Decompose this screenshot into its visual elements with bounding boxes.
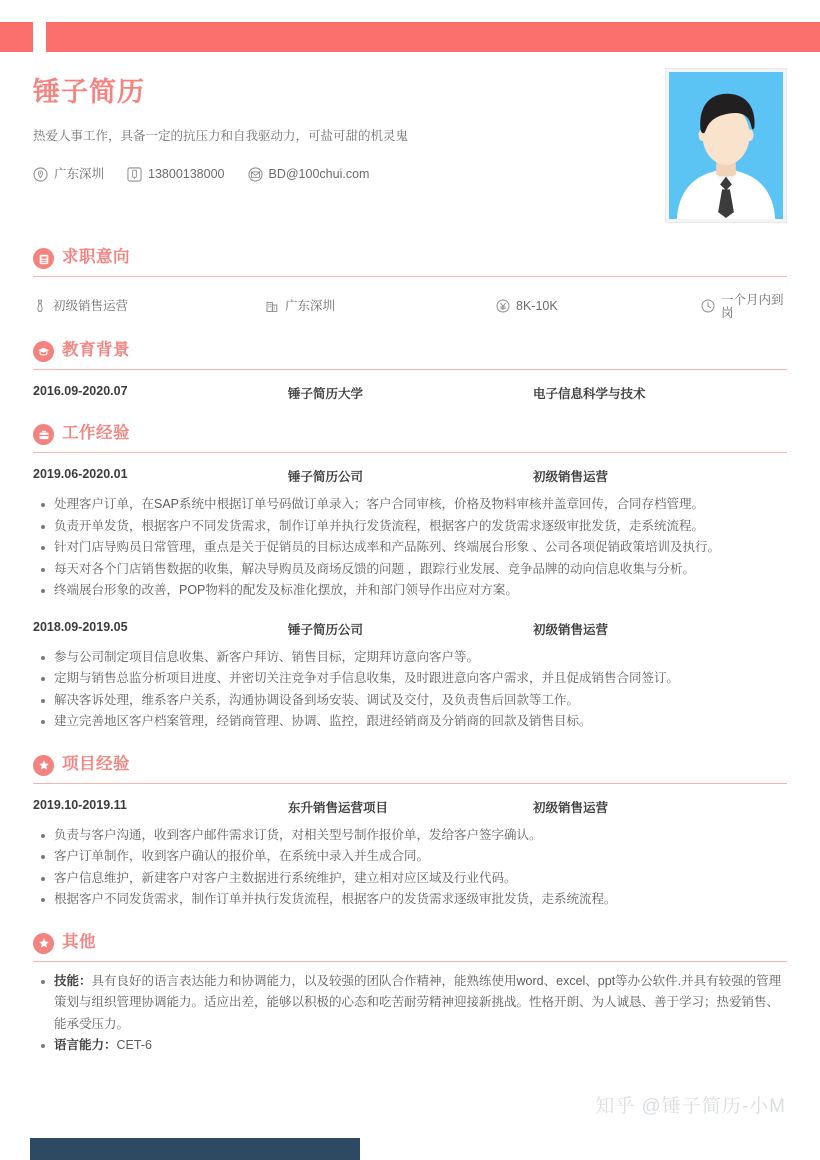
- building-icon: [265, 299, 279, 313]
- necktie-icon: [33, 299, 47, 313]
- intention-salary: [496, 293, 701, 319]
- contact-phone-value: 13800138000: [148, 167, 225, 182]
- other-item-label: 技能：: [54, 973, 92, 988]
- project-name: 东升销售运营项目: [288, 800, 389, 815]
- section-header-other: [33, 933, 787, 954]
- work-entry-row: [33, 620, 787, 638]
- intention-position-value: 初级销售运营: [53, 299, 129, 314]
- list-item: 根据客户不同发货需求，制作订单并执行发货流程，根据客户的发货需求逐级审批发货，走系统流程。: [33, 889, 787, 911]
- section-divider: [33, 783, 787, 784]
- intention-availability: [701, 293, 787, 319]
- section-title-job-intention: 求职意向: [62, 248, 130, 267]
- clock-icon: [701, 299, 715, 313]
- work-period: 2019.06-2020.01: [33, 467, 128, 481]
- section-work-experience: [33, 424, 787, 733]
- section-title-work-experience: 工作经验: [62, 424, 130, 443]
- list-item: 解决客诉处理，维系客户关系，沟通协调设备到场安装、调试及交付，及负责售后回款等工作。: [33, 690, 787, 712]
- work-entry-row: [33, 467, 787, 485]
- list-item: 针对门店导购员日常管理，重点是关于促销员的目标达成率和产品陈列、终端展台形象 、公司各项促销政策培训及执行。: [33, 537, 787, 559]
- section-divider: [33, 452, 787, 453]
- work-company: 锤子简历公司: [288, 622, 364, 637]
- list-item: [33, 971, 787, 1036]
- avatar: [665, 68, 787, 223]
- other-item-text: 具有良好的语言表达能力和协调能力，以及较强的团队合作精神，能熟练使用word、excel、ppt等办公软件.并具有较强的管理策划与组织管理协调能力。适应出差，能够以积极的心态和吃苦耐劳精神迎接新挑战。性格开朗、为人诚恳、善于学习；热爱销售、能承受压力。: [54, 973, 782, 1031]
- section-divider: [33, 961, 787, 962]
- toolbox-badge-icon: [33, 424, 54, 445]
- work-bullet-list: [33, 647, 787, 733]
- work-role: 初级销售运营: [533, 470, 609, 484]
- other-item-label: 语言能力：: [54, 1038, 117, 1052]
- list-item: 客户订单制作，收到客户确认的报价单，在系统中录入并生成合同。: [33, 846, 787, 868]
- page-title: 锤子简历: [33, 77, 145, 107]
- section-education: [33, 341, 787, 402]
- section-title-project-experience: 项目经验: [62, 754, 130, 773]
- contact-location-value: 广东深圳: [54, 167, 105, 182]
- contact-phone: [127, 167, 224, 182]
- project-role: 初级销售运营: [533, 800, 609, 815]
- section-title-education: 教育背景: [62, 341, 130, 360]
- intention-city-value: 广东深圳: [285, 299, 336, 314]
- contact-location: [33, 167, 104, 182]
- list-item: 负责与客户沟通，收到客户邮件需求订货，对相关型号制作报价单，发给客户签字确认。: [33, 825, 787, 847]
- other-bullet-list: [33, 971, 787, 1057]
- contact-email-value: BD@100chui.com: [268, 167, 370, 182]
- top-accent-bar: [0, 22, 820, 52]
- list-item: 参与公司制定项目信息收集、新客户拜访、销售目标，定期拜访意向客户等。: [33, 647, 787, 669]
- intention-city: [265, 293, 496, 319]
- phone-icon: [127, 167, 142, 182]
- section-other: [33, 933, 787, 1057]
- work-bullet-list: [33, 494, 787, 602]
- work-role: 初级销售运营: [533, 622, 609, 637]
- list-item: 客户信息维护，新建客户对客户主数据进行系统维护，建立相对应区域及行业代码。: [33, 868, 787, 890]
- list-item: 处理客户订单，在SAP系统中根据订单号码做订单录入；客户合同审核，价格及物料审核并盖章回传，合同存档管理。: [33, 494, 787, 516]
- watermark: 知乎 @锤子简历-小M: [595, 1096, 786, 1117]
- section-header-job-intention: [33, 248, 787, 269]
- star-badge-icon: [33, 755, 54, 776]
- star-badge-icon: [33, 933, 54, 954]
- section-header-work-experience: [33, 424, 787, 445]
- project-bullet-list: [33, 825, 787, 911]
- profile-tagline: 热爱人事工作，具备一定的抗压力和自我驱动力，可盐可甜的机灵鬼: [33, 128, 409, 143]
- email-icon: [248, 167, 263, 182]
- list-item: 终端展台形象的改善，POP物料的配发及标准化摆放，并和部门领导作出应对方案。: [33, 580, 787, 602]
- intention-position: [33, 293, 265, 319]
- work-period: 2018.09-2019.05: [33, 619, 128, 634]
- section-job-intention: [33, 248, 787, 319]
- job-intention-row: [33, 293, 787, 319]
- intention-availability-value: 一个月内到岗: [721, 293, 784, 320]
- education-major: 电子信息科学与技术: [533, 387, 646, 401]
- graduation-cap-badge-icon: [33, 341, 54, 362]
- intention-salary-value: 8K-10K: [516, 299, 558, 314]
- top-accent-bar-left-segment: [0, 22, 33, 52]
- section-project-experience: [33, 755, 787, 911]
- bottom-accent-bar: [30, 1138, 360, 1160]
- profile-header: [33, 52, 787, 226]
- project-period: 2019.10-2019.11: [33, 797, 127, 812]
- list-item: 每天对各个门店销售数据的收集，解决导购员及商场反馈的问题 ，跟踪行业发展、竞争品牌的动向信息收集与分析。: [33, 559, 787, 581]
- resume-page: [0, 52, 820, 1057]
- contact-email: [248, 167, 370, 182]
- education-school: 锤子简历大学: [288, 387, 364, 401]
- avatar-photo: [669, 72, 783, 219]
- salary-yuan-icon: [496, 299, 510, 313]
- list-item: 负责开单发货，根据客户不同发货需求，制作订单并执行发货流程，根据客户的发货需求逐级审批发货，走系统流程。: [33, 516, 787, 538]
- work-company: 锤子简历公司: [288, 470, 364, 484]
- other-item-text: CET-6: [116, 1038, 152, 1052]
- section-divider: [33, 276, 787, 277]
- briefcase-badge-icon: [33, 248, 54, 269]
- education-entry-row: [33, 384, 787, 402]
- top-accent-bar-right-segment: [46, 22, 820, 52]
- list-item: 定期与销售总监分析项目进度、并密切关注竞争对手信息收集，及时跟进意向客户需求，并且促成销售合同签订。: [33, 668, 787, 690]
- section-header-project-experience: [33, 755, 787, 776]
- list-item: [33, 1035, 787, 1057]
- section-title-other: 其他: [62, 932, 96, 951]
- section-divider: [33, 369, 787, 370]
- list-item: 建立完善地区客户档案管理，经销商管理、协调、监控，跟进经销商及分销商的回款及销售目标。: [33, 711, 787, 733]
- section-header-education: [33, 341, 787, 362]
- education-period: 2016.09-2020.07: [33, 384, 128, 398]
- location-pin-icon: [33, 167, 48, 182]
- project-entry-row: [33, 798, 787, 816]
